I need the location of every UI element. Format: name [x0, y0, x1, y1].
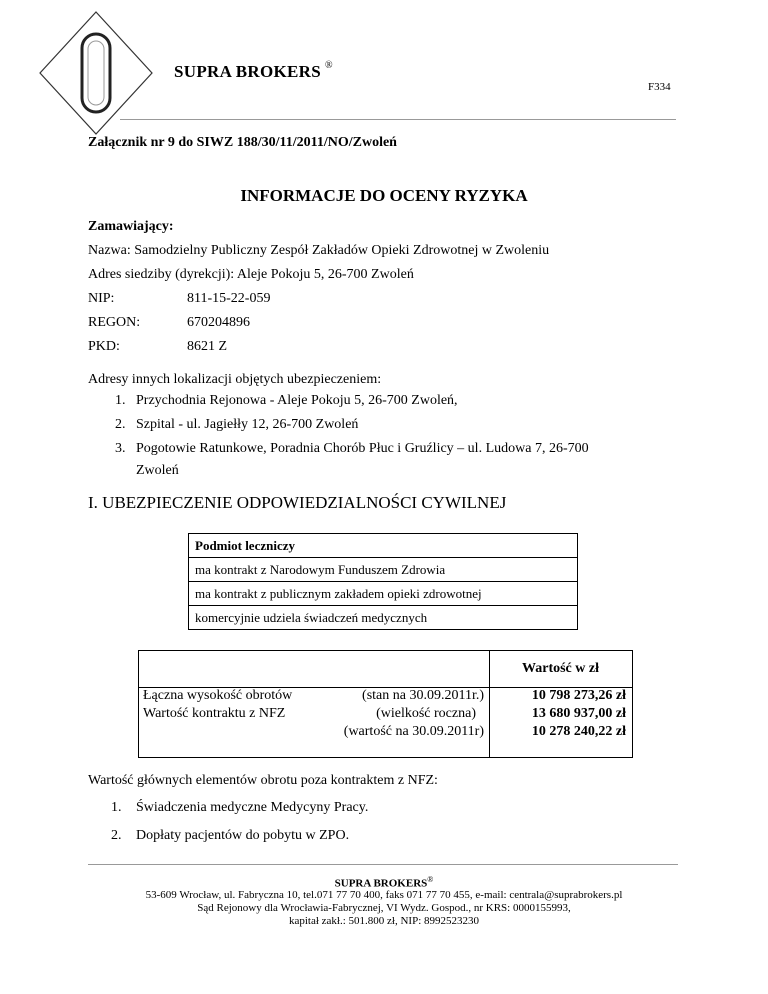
location-num-2: 2.: [115, 417, 126, 432]
section-title: I. UBEZPIECZENIE ODPOWIEDZIALNOŚCI CYWILNEJ: [88, 493, 507, 512]
pkd-value: 8621 Z: [187, 339, 228, 354]
document-title: INFORMACJE DO OCENY RYZYKA: [240, 186, 528, 205]
footer-divider: [88, 864, 678, 865]
brand-name: SUPRA BROKERS ®: [174, 60, 333, 81]
regon-value: 670204896: [187, 315, 250, 330]
footer-registered-mark: ®: [427, 875, 434, 884]
orderer-address: Adres siedziby (dyrekcji): Aleje Pokoju 5, 26-700 Zwoleń: [88, 267, 414, 282]
entity-table-row: komercyjnie udziela świadczeń medycznych: [189, 606, 578, 630]
turnover-note: (stan na 30.09.2011r.): [362, 688, 484, 703]
entity-table-row: ma kontrakt z publicznym zakładem opieki zdrowotnej: [189, 582, 578, 606]
other-item-1: Świadczenia medyczne Medycyny Pracy.: [136, 800, 369, 815]
nip-label: NIP:: [88, 291, 115, 306]
other-num-1: 1.: [111, 800, 122, 815]
nfz-contract-note: (wielkość roczna): [376, 706, 476, 721]
other-num-2: 2.: [111, 828, 122, 843]
entity-type-table: [188, 533, 578, 630]
turnover-label: Łączna wysokość obrotów: [143, 688, 293, 703]
orderer-name: Nazwa: Samodzielny Publiczny Zespół Zakładów Opieki Zdrowotnej w Zwoleniu: [88, 243, 550, 258]
locations-intro: Adresy innych lokalizacji objętych ubezpieczeniem:: [88, 372, 382, 387]
document-code: F334: [648, 81, 671, 93]
entity-table-header: Podmiot leczniczy: [189, 534, 578, 558]
nfz-contract-label: Wartość kontraktu z NFZ: [143, 706, 286, 721]
entity-table-row: ma kontrakt z Narodowym Funduszem Zdrowia: [189, 558, 578, 582]
values-table: [138, 650, 633, 758]
location-num-1: 1.: [115, 393, 126, 408]
footer-capital: kapitał zakł.: 501.800 zł, NIP: 8992523230: [288, 915, 480, 927]
footer-contact: 53-609 Wrocław, ul. Fabryczna 10, tel.071 77 70 400, faks 071 77 70 455, e-mail: centrala@suprabrokers.pl: [145, 889, 623, 901]
other-turnover-intro: Wartość głównych elementów obrotu poza kontraktem z NFZ:: [88, 773, 438, 788]
regon-label: REGON:: [88, 315, 141, 330]
nfz-current-note: (wartość na 30.09.2011r): [343, 724, 484, 739]
location-item-1: Przychodnia Rejonowa - Aleje Pokoju 5, 26-700 Zwoleń,: [136, 393, 458, 408]
nip-value: 811-15-22-059: [187, 291, 271, 306]
values-table-header: Wartość w zł: [522, 661, 599, 676]
location-num-3: 3.: [115, 441, 126, 456]
attachment-reference: Załącznik nr 9 do SIWZ 188/30/11/2011/NO/Zwoleń: [88, 135, 397, 150]
location-item-3-cont: Zwoleń: [136, 463, 179, 478]
other-item-2: Dopłaty pacjentów do pobytu w ZPO.: [136, 828, 350, 843]
pkd-label: PKD:: [88, 339, 120, 354]
footer-registry: Sąd Rejonowy dla Wrocławia-Fabrycznej, VI Wydz. Gospod., nr KRS: 0000155993,: [197, 902, 571, 914]
turnover-value: 10 798 273,26 zł: [531, 688, 626, 703]
orderer-heading: Zamawiający:: [88, 219, 174, 234]
location-item-2: Szpital - ul. Jagiełły 12, 26-700 Zwoleń: [136, 417, 359, 432]
footer-brand: SUPRA BROKERS®: [334, 875, 434, 890]
header-divider: [120, 119, 676, 120]
nfz-current-value: 10 278 240,22 zł: [531, 724, 626, 739]
nfz-contract-value: 13 680 937,00 zł: [531, 706, 626, 721]
registered-mark: ®: [325, 60, 333, 71]
location-item-3: Pogotowie Ratunkowe, Poradnia Chorób Płuc i Gruźlicy – ul. Ludowa 7, 26-700: [136, 441, 589, 456]
